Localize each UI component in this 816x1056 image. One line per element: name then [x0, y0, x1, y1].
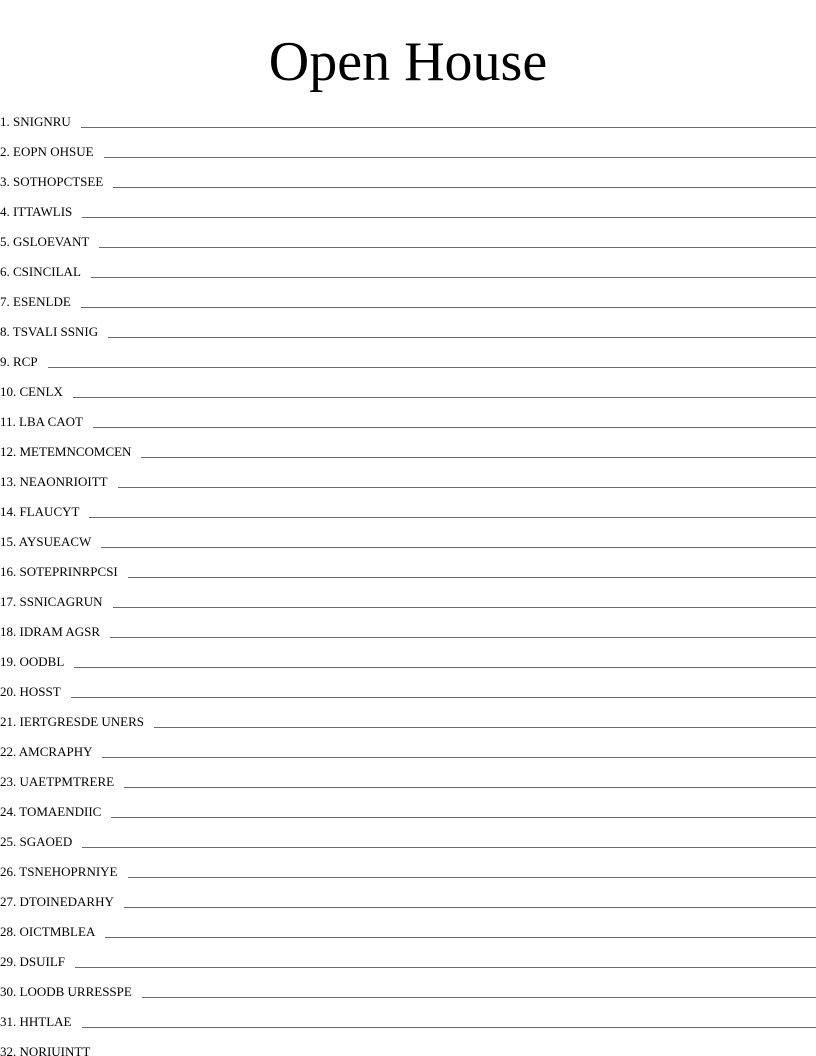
scrambled-word-label [0, 984, 132, 1000]
scrambled-word: SGAOED [19, 834, 73, 849]
item-number: 6. [0, 264, 10, 279]
scrambled-word: HOSST [19, 684, 61, 699]
scrambled-word: METEMNCOMCEN [19, 444, 132, 459]
scrambled-word-label [0, 444, 131, 460]
item-number: 8. [0, 324, 10, 339]
scrambled-word: CSINCILAL [13, 264, 81, 279]
item-number: 23. [0, 774, 17, 789]
list-item [0, 832, 816, 862]
scrambled-word-label [0, 1044, 90, 1056]
item-number: 29. [0, 954, 17, 969]
answer-line[interactable] [71, 697, 816, 698]
list-item [0, 172, 816, 202]
scrambled-word: TSVALI SSNIG [12, 324, 99, 339]
answer-line[interactable] [142, 997, 816, 998]
answer-line[interactable] [82, 217, 816, 218]
scrambled-word: ESENLDE [13, 294, 71, 309]
scrambled-word-label [0, 324, 98, 340]
answer-line[interactable] [48, 367, 816, 368]
scrambled-word-label [0, 894, 114, 910]
answer-line[interactable] [124, 907, 816, 908]
list-item [0, 442, 816, 472]
scrambled-word-label [0, 684, 61, 700]
item-number: 21. [0, 714, 17, 729]
item-number: 22. [0, 744, 17, 759]
item-number: 30. [0, 984, 17, 999]
item-number: 14. [0, 504, 17, 519]
answer-line[interactable] [102, 757, 816, 758]
list-item [0, 232, 816, 262]
scrambled-word-label [0, 864, 118, 880]
item-number: 31. [0, 1014, 17, 1029]
answer-line[interactable] [128, 577, 816, 578]
item-number: 19. [0, 654, 17, 669]
scrambled-word-label [0, 354, 38, 370]
list-item [0, 622, 816, 652]
answer-line[interactable] [91, 277, 816, 278]
list-item [0, 772, 816, 802]
scrambled-word-label [0, 834, 72, 850]
answer-line[interactable] [81, 307, 816, 308]
list-item [0, 562, 816, 592]
scrambled-word: SOTEPRINRPCSI [19, 564, 118, 579]
answer-line[interactable] [113, 187, 816, 188]
list-item [0, 742, 816, 772]
list-item [0, 682, 816, 712]
scrambled-word: CENLX [19, 384, 63, 399]
list-item [0, 1042, 816, 1056]
item-number: 27. [0, 894, 17, 909]
list-item [0, 292, 816, 322]
scrambled-word: IDRAM AGSR [19, 624, 101, 639]
answer-line[interactable] [74, 667, 816, 668]
answer-line[interactable] [124, 787, 816, 788]
item-number: 15. [0, 534, 17, 549]
answer-line[interactable] [108, 337, 816, 338]
answer-line[interactable] [99, 247, 816, 248]
scrambled-word: LOODB URRESSPE [19, 984, 132, 999]
answer-line[interactable] [101, 547, 816, 548]
item-number: 28. [0, 924, 17, 939]
answer-line[interactable] [111, 817, 816, 818]
list-item [0, 922, 816, 952]
scrambled-word: DSUILF [19, 954, 66, 969]
answer-line[interactable] [118, 487, 816, 488]
answer-line[interactable] [110, 637, 816, 638]
scrambled-word: TOMAENDIIC [19, 804, 102, 819]
item-number: 1. [0, 114, 10, 129]
answer-line[interactable] [93, 427, 816, 428]
list-item [0, 352, 816, 382]
list-item [0, 142, 816, 172]
answer-line[interactable] [141, 457, 816, 458]
list-item [0, 892, 816, 922]
list-item [0, 952, 816, 982]
scrambled-word: DTOINEDARHY [19, 894, 114, 909]
scrambled-word-label [0, 624, 100, 640]
item-number: 17. [0, 594, 17, 609]
item-number: 25. [0, 834, 17, 849]
scrambled-word: IERTGRESDE UNERS [19, 714, 145, 729]
item-number: 13. [0, 474, 17, 489]
list-item [0, 322, 816, 352]
scrambled-word: TSNEHOPRNIYE [19, 864, 118, 879]
scrambled-word: UAETPMTRERE [19, 774, 115, 789]
scrambled-word: FLAUCYT [19, 504, 80, 519]
list-item [0, 412, 816, 442]
answer-line[interactable] [82, 1027, 816, 1028]
scrambled-word: OODBL [19, 654, 65, 669]
item-number: 10. [0, 384, 17, 399]
list-item [0, 382, 816, 412]
list-item [0, 262, 816, 292]
scrambled-word-label [0, 804, 101, 820]
scrambled-word-label [0, 564, 118, 580]
item-number: 9. [0, 354, 10, 369]
list-item [0, 592, 816, 622]
list-item [0, 532, 816, 562]
scrambled-word-label [0, 1014, 72, 1030]
item-number: 24. [0, 804, 17, 819]
scrambled-word-label [0, 534, 91, 550]
scrambled-word-label [0, 384, 63, 400]
page-title: Open House [268, 31, 548, 93]
scrambled-word: SOTHOPCTSEE [13, 174, 104, 189]
item-number: 16. [0, 564, 17, 579]
item-number: 12. [0, 444, 17, 459]
scrambled-word-label [0, 714, 144, 730]
scrambled-word: LBA CAOT [19, 414, 83, 429]
list-item [0, 652, 816, 682]
scrambled-word: AYSUEACW [18, 534, 92, 549]
item-number: 26. [0, 864, 17, 879]
answer-line[interactable] [73, 397, 816, 398]
list-item [0, 982, 816, 1012]
scrambled-word-label [0, 474, 108, 490]
answer-line[interactable] [113, 607, 816, 608]
scrambled-word: GSLOEVANT [13, 234, 90, 249]
scrambled-word: ITTAWLIS [13, 204, 73, 219]
item-number: 2. [0, 144, 10, 159]
item-number: 7. [0, 294, 10, 309]
scrambled-word-label [0, 594, 103, 610]
answer-line[interactable] [104, 157, 816, 158]
list-item [0, 802, 816, 832]
scrambled-word: RCP [13, 354, 38, 369]
answer-line[interactable] [81, 127, 816, 128]
scrambled-word-label [0, 294, 71, 310]
item-number: 20. [0, 684, 17, 699]
scrambled-word-label [0, 114, 71, 130]
item-number: 11. [0, 414, 16, 429]
scrambled-word-label [0, 174, 103, 190]
scrambled-word: EOPN OHSUE [13, 144, 94, 159]
list-item [0, 112, 816, 142]
scrambled-word-label [0, 204, 72, 220]
item-number: 3. [0, 174, 10, 189]
answer-line[interactable] [89, 517, 816, 518]
answer-line[interactable] [105, 937, 816, 938]
scrambled-word: HHTLAE [19, 1014, 72, 1029]
scrambled-word-label [0, 954, 65, 970]
scrambled-word-label [0, 144, 94, 160]
item-number: 5. [0, 234, 10, 249]
scramble-word-list [0, 112, 816, 1056]
list-item [0, 472, 816, 502]
scrambled-word: NEAONRIOITT [19, 474, 108, 489]
scrambled-word-label [0, 504, 79, 520]
list-item [0, 712, 816, 742]
list-item [0, 1012, 816, 1042]
scrambled-word: OICTMBLEA [19, 924, 96, 939]
scrambled-word-label [0, 924, 95, 940]
scrambled-word-label [0, 264, 81, 280]
answer-line[interactable] [75, 967, 816, 968]
item-number: 32. [0, 1044, 17, 1056]
scrambled-word: NORIUINTT [19, 1044, 91, 1056]
scrambled-word: AMCRAPHY [18, 744, 93, 759]
list-item [0, 202, 816, 232]
scrambled-word-label [0, 414, 83, 430]
scrambled-word-label [0, 654, 64, 670]
list-item [0, 502, 816, 532]
scrambled-word: SNIGNRU [13, 114, 71, 129]
scrambled-word-label [0, 774, 114, 790]
item-number: 4. [0, 204, 10, 219]
scrambled-word-label [0, 234, 89, 250]
answer-line[interactable] [82, 847, 816, 848]
scrambled-word: SSNICAGRUN [19, 594, 103, 609]
answer-line[interactable] [128, 877, 816, 878]
scrambled-word-label [0, 744, 92, 760]
list-item [0, 862, 816, 892]
answer-line[interactable] [154, 727, 816, 728]
item-number: 18. [0, 624, 17, 639]
